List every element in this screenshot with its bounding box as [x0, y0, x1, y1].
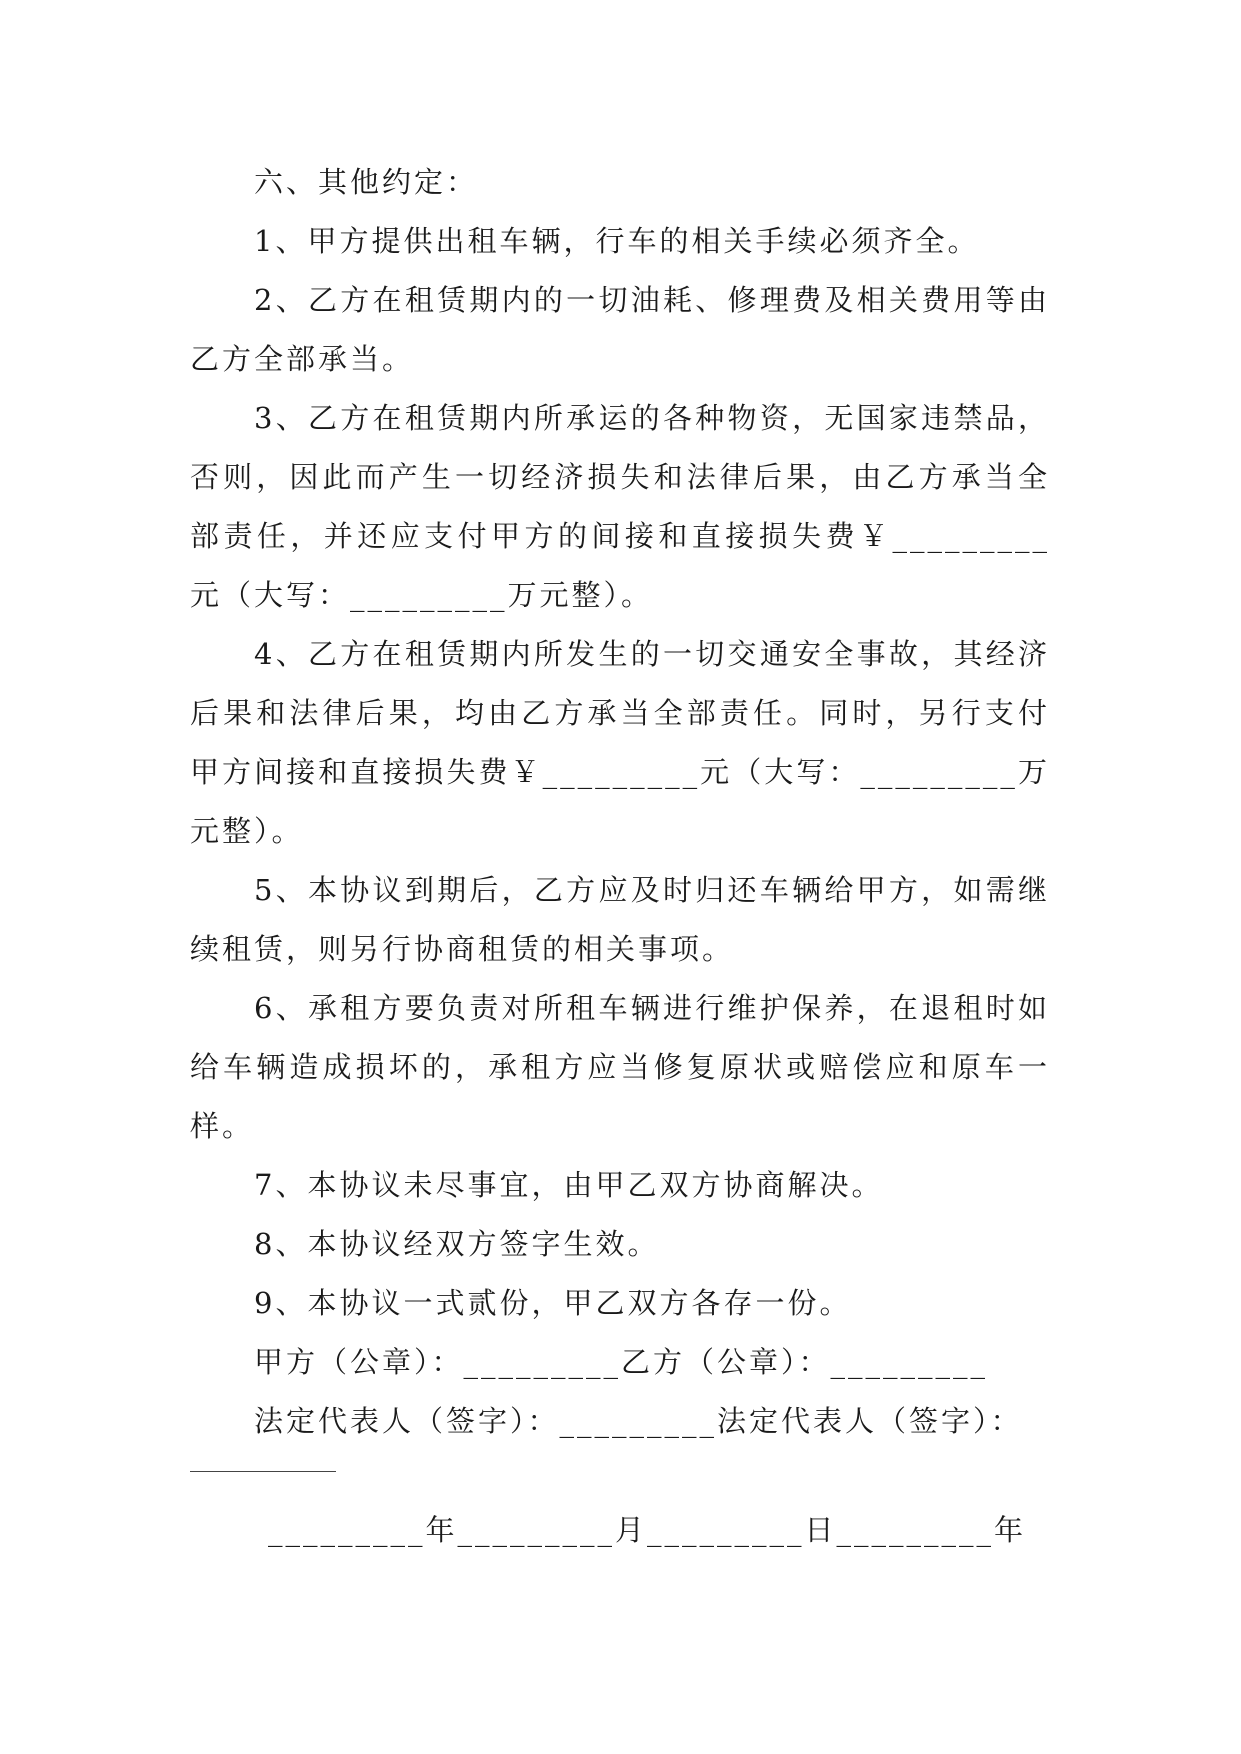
section-title: 六、其他约定：: [254, 165, 479, 199]
clause-9: 9、本协议一式贰份，甲乙双方各存一份。: [254, 1286, 852, 1320]
clause-3: 3、乙方在租赁期内所承运的各种物资，无国家违禁品，否则，因此而产生一切经济损失和法律后果，由乙方承当全部责任，并还应支付甲方的间接和直接损失费￥_________元（大写：_________万元整）。: [190, 401, 1050, 612]
clause-8: 8、本协议经双方签字生效。: [254, 1227, 660, 1261]
clause-4: 4、乙方在租赁期内所发生的一切交通安全事故，其经济后果和法律后果，均由乙方承当全部责任。同时，另行支付甲方间接和直接损失费￥_________元（大写：_________万元整）。: [190, 637, 1050, 848]
clause-1: 1、甲方提供出租车辆，行车的相关手续必须齐全。: [254, 224, 980, 258]
clause-5: 5、本协议到期后，乙方应及时归还车辆给甲方，如需继续租赁，则另行协商租赁的相关事项。: [190, 873, 1050, 966]
date-line: _________年_________月_________日_________年: [268, 1513, 1027, 1547]
clause-6: 6、承租方要负责对所租车辆进行维护保养，在退租时如给车辆造成损坏的，承租方应当修复原状或赔偿应和原车一样。: [190, 991, 1050, 1143]
representative-signature-line: 法定代表人（签字）：_________法定代表人（签字）：: [254, 1404, 1023, 1438]
seal-signature-line: 甲方（公章）：_________乙方（公章）：_________: [254, 1345, 989, 1379]
clause-2: 2、乙方在租赁期内的一切油耗、修理费及相关费用等由乙方全部承当。: [190, 283, 1050, 376]
clause-7: 7、本协议未尽事宜，由甲乙双方协商解决。: [254, 1168, 884, 1202]
signature-blank: [190, 1471, 336, 1472]
agreement-body: [190, 153, 1050, 1451]
